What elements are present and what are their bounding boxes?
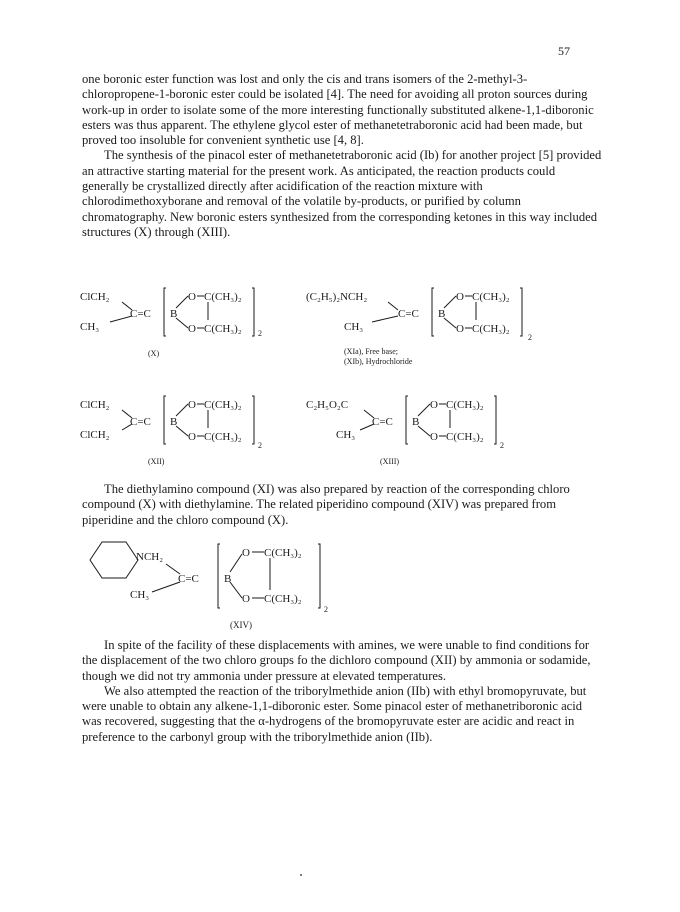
paragraph-2: The synthesis of the pinacol ester of methanetetraboronic acid (Ib) for another project [5] provided an attractive starting material for the present work. As anticipated, the reaction products could generally be crystallized directly after acidification of the reaction mixture with chlorodimethoxyborane and removal of the volatile by-products, or purified by column chromatography. New boronic esters synthesized from the corresponding ketones in this way included structures (X) through (XIII). — [82, 148, 602, 239]
subscript: 2 — [324, 605, 328, 614]
oxygen-1: O — [188, 399, 196, 411]
substituent-1: ClCH₂ — [80, 399, 110, 411]
oxygen-2: O — [242, 593, 250, 605]
body-text-bottom — [82, 638, 602, 745]
alkene: C=C — [130, 308, 151, 320]
paragraph-3: The diethylamino compound (XI) was also prepared by reaction of the corresponding chloro compound (X) with diethylamine. The related piperidino compound (XIV) was prepared from piperidine and the chloro compound (X). — [82, 482, 570, 527]
cme2-1: C(CH₃)₂ — [204, 399, 242, 411]
cme2-1: C(CH₃)₂ — [472, 291, 510, 303]
structure-xiii — [306, 392, 586, 472]
substituent-2: CH₃ — [344, 321, 364, 333]
cme2-1: C(CH₃)₂ — [264, 547, 302, 559]
boron: B — [438, 308, 446, 320]
cme2-2: C(CH₃)₂ — [472, 323, 510, 335]
substituent-2: ClCH₂ — [80, 429, 110, 441]
substituent-1: NCH₂ — [136, 551, 164, 563]
oxygen-2: O — [456, 323, 464, 335]
boron: B — [170, 308, 178, 320]
cme2-2: C(CH₃)₂ — [204, 431, 242, 443]
cme2-1: C(CH₃)₂ — [446, 399, 484, 411]
paragraph-4: In spite of the facility of these displacements with amines, we were unable to find conditions for the displacement of the two chloro groups fo the dichloro compound (XII) by ammonia or sodamide, though we did not try ammonia under pressure at elevated temperatures. — [82, 638, 591, 683]
boron: B — [412, 416, 420, 428]
caption-a: (XIa), Free base; — [344, 347, 398, 356]
cme2-2: C(CH₃)₂ — [446, 431, 484, 443]
substituent-1: ClCH₂ — [80, 291, 110, 303]
caption: (X) — [148, 349, 160, 358]
oxygen-1: O — [242, 547, 250, 559]
body-text-mid — [82, 482, 602, 528]
page-mark — [300, 874, 302, 876]
oxygen-1: O — [456, 291, 464, 303]
alkene: C=C — [398, 308, 419, 320]
alkene: C=C — [130, 416, 151, 428]
oxygen-1: O — [188, 291, 196, 303]
structure-xiv — [80, 536, 380, 636]
piperidine-ring — [90, 542, 138, 578]
structure-xii — [80, 392, 290, 472]
cme2-2: C(CH₃)₂ — [264, 593, 302, 605]
substituent-2: CH₃ — [336, 429, 356, 441]
subscript: 2 — [258, 441, 262, 450]
subscript: 2 — [500, 441, 504, 450]
substituent-2: CH₃ — [130, 589, 150, 601]
paragraph-5: We also attempted the reaction of the triborylmethide anion (IIb) with ethyl bromopyruvate, but were unable to obtain any alkene-1,1-diboronic ester. Some pinacol ester of methanetriboronic acid was recovered, suggesting that the α-hydrogens of the bromopyruvate ester are acidic and react in preference to the carbonyl group with the triborylmethide anion (IIb). — [82, 683, 587, 744]
subscript: 2 — [528, 333, 532, 342]
substituent-1: C₂H₅O₂C — [306, 399, 349, 411]
substituent-2: CH₃ — [80, 321, 100, 333]
paragraph-1: one boronic ester function was lost and only the cis and trans isomers of the 2-methyl-3-chloropropene-1-boronic ester could be isolated [4]. The need for avoiding all proton sources during work-up in order to isolate some of the more interesting functionally substituted alkene-1,1-diboronic esters was thus apparent. The ethylene glycol ester of methanetetraboronic acid had been made, but proved too insoluble for convenient synthetic use [4, 8]. — [82, 72, 594, 148]
alkene: C=C — [178, 573, 199, 585]
caption: (XIV) — [230, 620, 252, 630]
caption: (XIII) — [380, 457, 400, 466]
cme2-1: C(CH₃)₂ — [204, 291, 242, 303]
boron: B — [224, 573, 232, 585]
structure-xi — [306, 284, 606, 374]
subscript: 2 — [258, 329, 262, 338]
caption: (XII) — [148, 457, 165, 466]
structure-x — [80, 284, 290, 364]
body-text-top — [82, 72, 602, 240]
oxygen-1: O — [430, 399, 438, 411]
alkene: C=C — [372, 416, 393, 428]
oxygen-2: O — [188, 323, 196, 335]
substituent-1: (C₂H₅)₂NCH₂ — [306, 291, 368, 303]
oxygen-2: O — [188, 431, 196, 443]
page-number: 57 — [558, 44, 570, 58]
oxygen-2: O — [430, 431, 438, 443]
cme2-2: C(CH₃)₂ — [204, 323, 242, 335]
boron: B — [170, 416, 178, 428]
caption-b: (XIb), Hydrochloride — [344, 357, 413, 366]
